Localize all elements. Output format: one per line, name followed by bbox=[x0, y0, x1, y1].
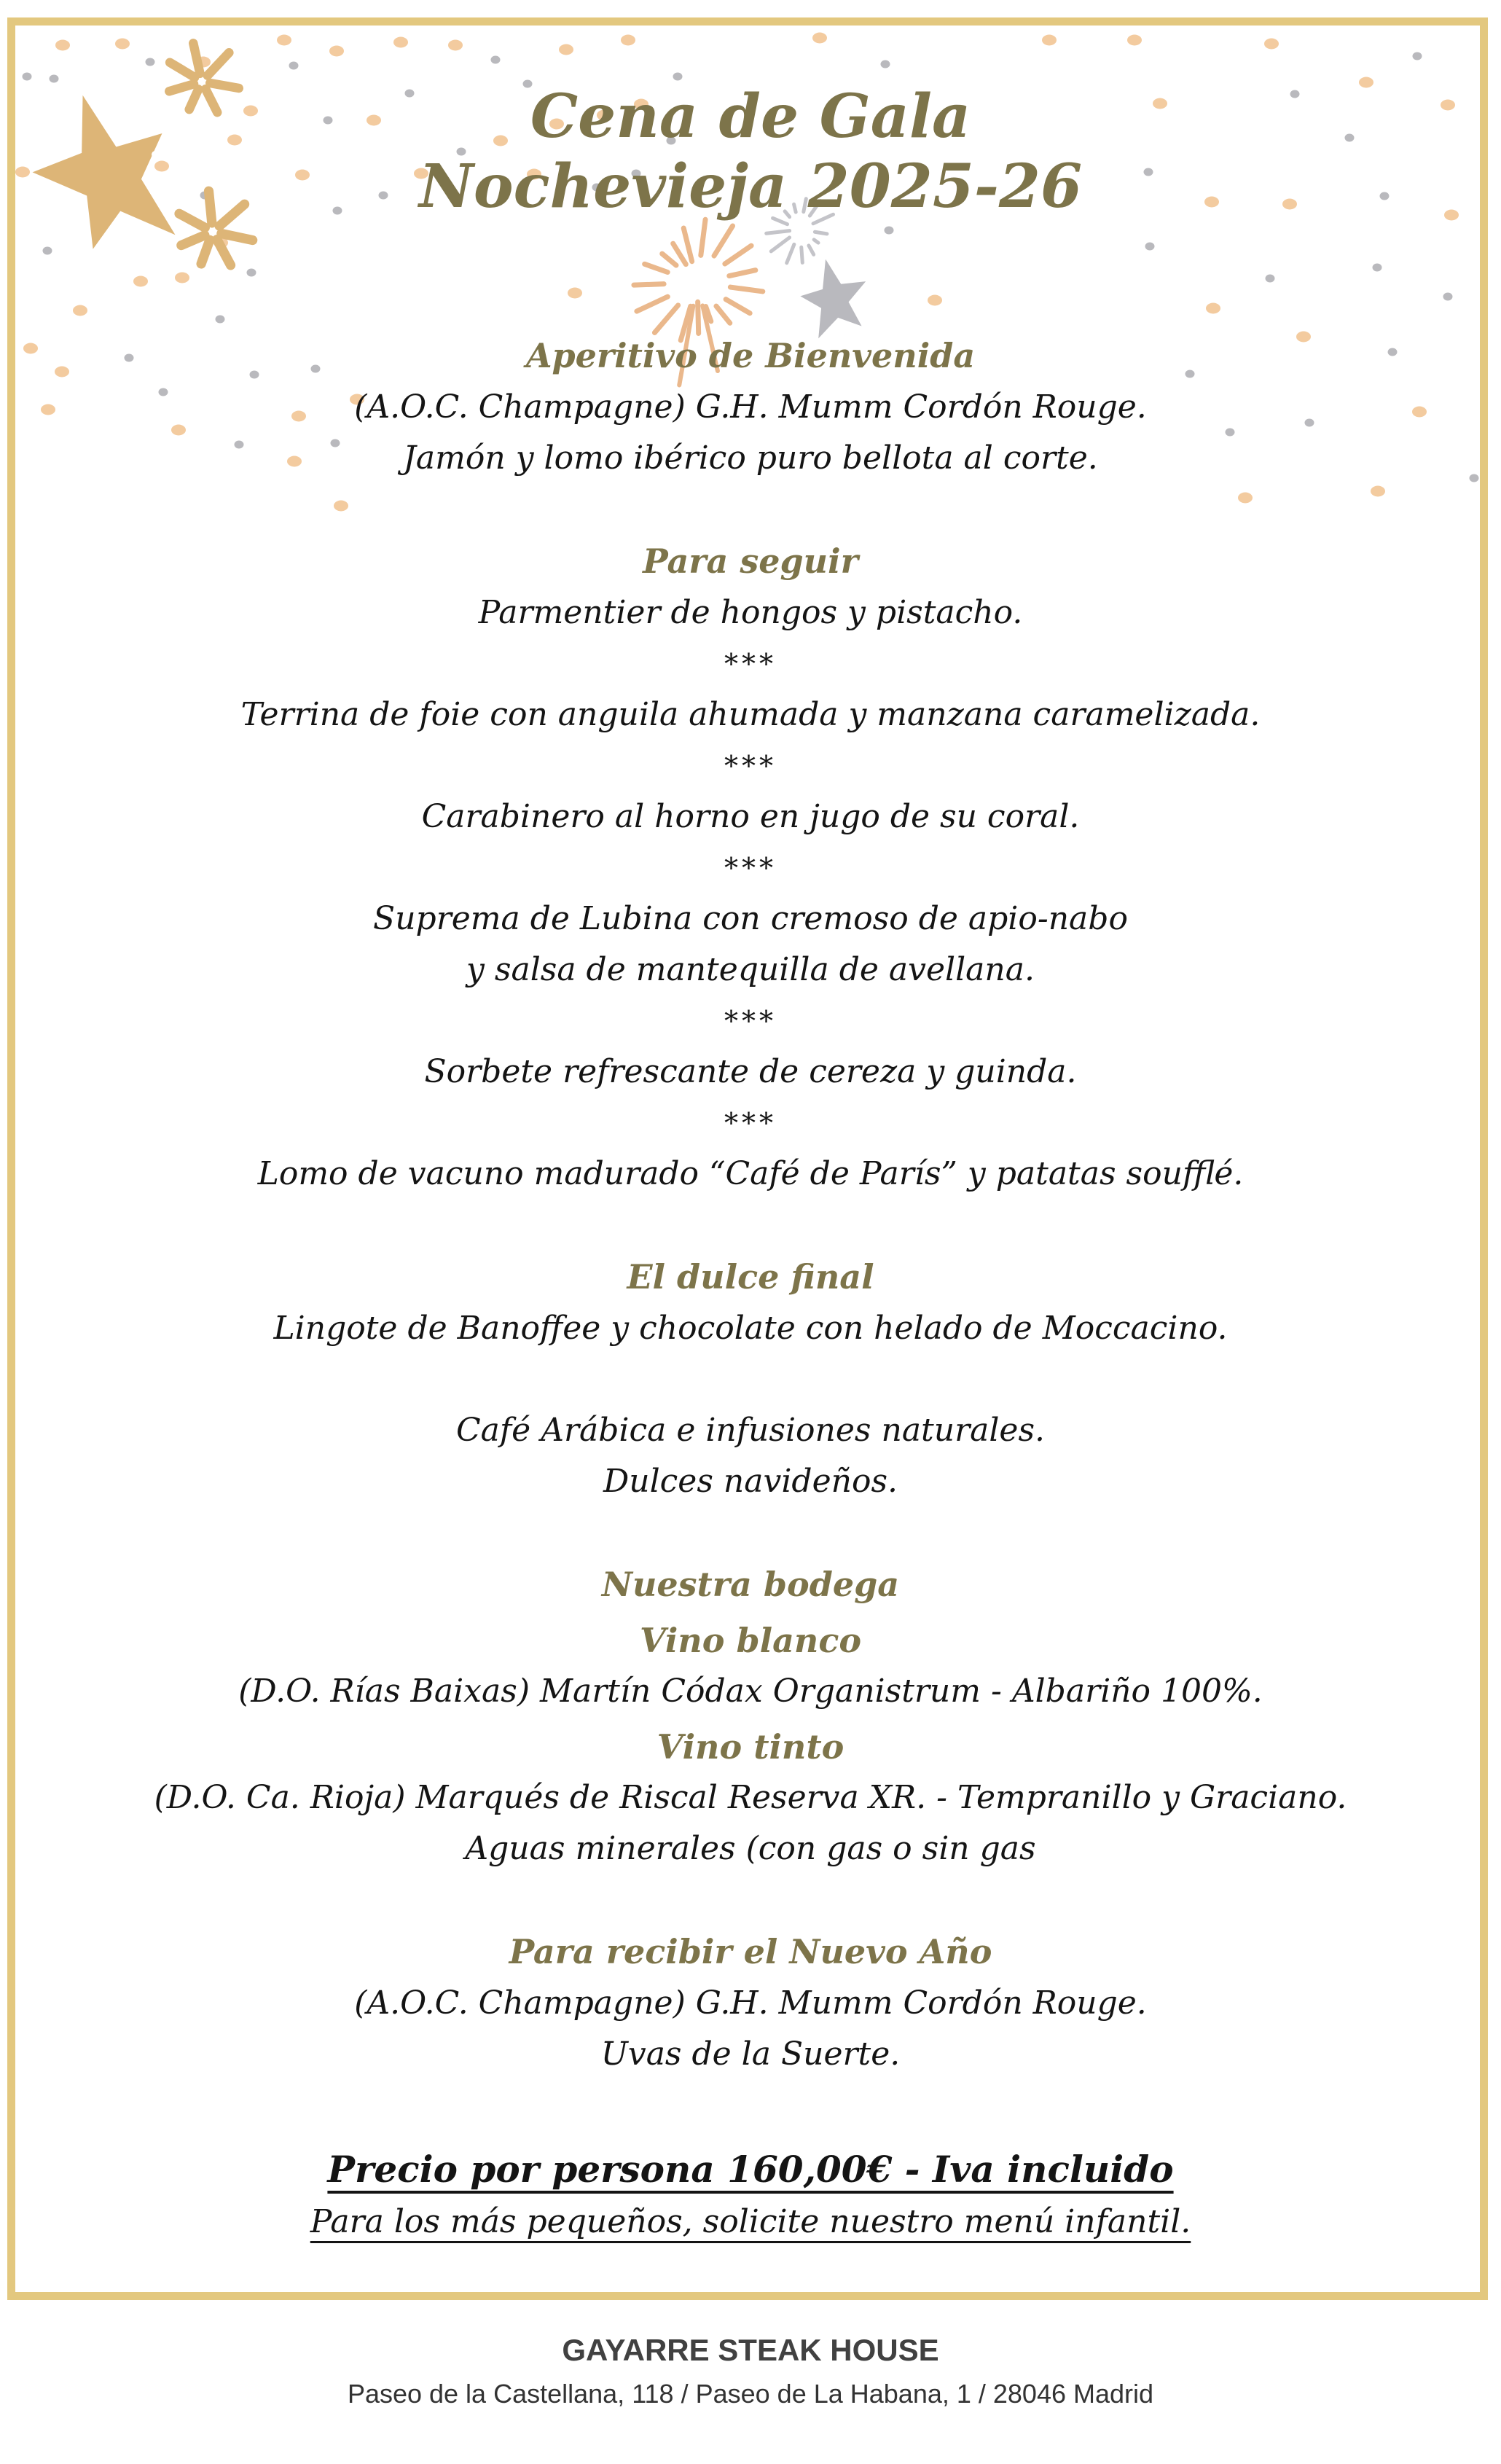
peach-firework bbox=[729, 270, 756, 276]
peach-firework bbox=[701, 219, 705, 255]
gray-dot bbox=[881, 60, 890, 69]
restaurant-name: GAYARRE STEAK HOUSE bbox=[562, 2333, 939, 2367]
menu-section bbox=[0, 535, 1501, 1200]
gray-dot bbox=[146, 58, 155, 66]
peach-dot bbox=[393, 37, 408, 48]
course-separator: *** bbox=[724, 1107, 777, 1139]
menu-title bbox=[0, 82, 1501, 222]
peach-firework bbox=[637, 297, 667, 311]
restaurant-footer bbox=[0, 2330, 1501, 2417]
peach-firework bbox=[725, 246, 751, 264]
peach-firework bbox=[726, 300, 750, 313]
wine-subheading: Vino blanco bbox=[639, 1621, 862, 1660]
silver-firework bbox=[809, 246, 814, 254]
silver-firework bbox=[802, 247, 803, 262]
peach-dot bbox=[448, 40, 463, 51]
menu-item: Carabinero al horno en jugo de su coral. bbox=[421, 798, 1080, 835]
peach-dot bbox=[559, 44, 573, 55]
peach-firework bbox=[716, 306, 730, 323]
peach-dot bbox=[115, 39, 130, 50]
sparkle-top bbox=[208, 52, 230, 75]
sparkle-bottom bbox=[222, 234, 253, 240]
wine-subheading: Vino tinto bbox=[657, 1727, 844, 1767]
menu-section bbox=[0, 1558, 1501, 1874]
peach-firework bbox=[683, 228, 691, 262]
menu-item: Lomo de vacuno madurado “Café de París” y patatas soufflé. bbox=[257, 1155, 1244, 1192]
title-line-2: Nochevieja 2025-26 bbox=[418, 152, 1083, 222]
gray-dot bbox=[23, 73, 32, 81]
peach-dot bbox=[1127, 35, 1142, 46]
menu-section bbox=[0, 1925, 1501, 2080]
gray-dot bbox=[289, 62, 299, 70]
peach-dot bbox=[133, 276, 148, 287]
menu-item: Jamón y lomo ibérico puro bellota al corte. bbox=[403, 439, 1098, 477]
gray-dot bbox=[1373, 264, 1382, 272]
title-line-1: Cena de Gala bbox=[530, 82, 971, 152]
silver-firework bbox=[767, 231, 790, 234]
gray-dot bbox=[247, 269, 256, 277]
menu-item: Sorbete refrescante de cereza y guinda. bbox=[424, 1053, 1077, 1090]
menu-section bbox=[0, 1405, 1501, 1507]
menu-section-heading: Aperitivo de Bienvenida bbox=[525, 336, 976, 375]
kids-menu-note: Para los más pequeños, solicite nuestro menú infantil. bbox=[310, 2203, 1191, 2240]
course-separator: *** bbox=[724, 750, 777, 782]
sparkle-bottom bbox=[181, 235, 205, 246]
silver-firework bbox=[787, 244, 794, 262]
peach-dot bbox=[175, 273, 189, 283]
course-separator: *** bbox=[724, 648, 777, 680]
restaurant-address: Paseo de la Castellana, 118 / Paseo de La Habana, 1 / 28046 Madrid bbox=[347, 2379, 1154, 2409]
menu-section-heading: Para recibir el Nuevo Año bbox=[509, 1932, 992, 1971]
peach-dot bbox=[621, 35, 635, 46]
peach-firework bbox=[730, 287, 762, 292]
peach-dot bbox=[812, 33, 827, 44]
gray-dot bbox=[43, 247, 52, 255]
gray-dot bbox=[1413, 52, 1422, 60]
price-per-person: Precio por persona 160,00€ - Iva incluido bbox=[327, 2148, 1174, 2191]
menu-section-heading: El dulce final bbox=[627, 1257, 874, 1296]
peach-firework bbox=[634, 284, 664, 285]
menu-item: Dulces navideños. bbox=[603, 1463, 898, 1500]
silver-firework bbox=[815, 232, 827, 234]
menu-item: (A.O.C. Champagne) G.H. Mumm Cordón Rouge. bbox=[354, 1984, 1147, 2022]
gray-dot bbox=[885, 227, 894, 235]
menu-section bbox=[0, 329, 1501, 484]
gray-star bbox=[794, 252, 876, 340]
menu-item: (D.O. Ca. Rioja) Marqués de Riscal Reserva XR. - Tempranillo y Graciano. bbox=[154, 1779, 1347, 1816]
peach-dot bbox=[568, 288, 582, 299]
menu-section-heading: Para seguir bbox=[643, 541, 858, 581]
sparkle-top bbox=[170, 63, 195, 77]
menu-body bbox=[0, 329, 1501, 2248]
peach-dot bbox=[329, 46, 344, 57]
menu-item: y salsa de mantequilla de avellana. bbox=[466, 951, 1035, 988]
peach-firework bbox=[645, 264, 668, 272]
peach-firework bbox=[654, 305, 678, 333]
gray-dot bbox=[1145, 243, 1155, 251]
sparkle-bottom bbox=[217, 240, 231, 265]
peach-firework bbox=[662, 254, 676, 265]
menu-item: (A.O.C. Champagne) G.H. Mumm Cordón Rouge. bbox=[354, 388, 1147, 426]
menu-item: Terrina de foie con anguila ahumada y manzana caramelizada. bbox=[240, 696, 1261, 733]
menu-item: Uvas de la Suerte. bbox=[600, 2035, 901, 2073]
gray-dot bbox=[673, 73, 683, 81]
silver-firework bbox=[814, 240, 818, 243]
peach-dot bbox=[73, 305, 87, 316]
menu-item: Aguas minerales (con gas o sin gas bbox=[465, 1830, 1036, 1867]
menu-section bbox=[0, 1251, 1501, 1354]
sparkle-top bbox=[193, 43, 200, 73]
course-separator: *** bbox=[724, 1005, 777, 1037]
gray-dot bbox=[1443, 293, 1453, 301]
peach-dot bbox=[1206, 303, 1220, 314]
star-speckle bbox=[119, 221, 126, 228]
peach-dot bbox=[55, 40, 70, 51]
menu-section-heading: Nuestra bodega bbox=[601, 1565, 900, 1604]
peach-dot bbox=[1264, 39, 1279, 50]
peach-firework bbox=[698, 302, 699, 333]
course-separator: *** bbox=[724, 852, 777, 884]
menu-item: (D.O. Rías Baixas) Martín Códax Organistrum - Albariño 100%. bbox=[238, 1673, 1263, 1710]
menu-item: Parmentier de hongos y pistacho. bbox=[478, 594, 1023, 631]
gray-dot bbox=[491, 56, 501, 64]
gray-dot bbox=[216, 316, 225, 324]
pricing-block bbox=[0, 2143, 1501, 2248]
peach-dot bbox=[928, 295, 942, 306]
peach-firework bbox=[714, 226, 733, 256]
menu-item: Lingote de Banoffee y chocolate con helado de Moccacino. bbox=[273, 1310, 1228, 1347]
peach-dot bbox=[1042, 35, 1057, 46]
menu-item: Suprema de Lubina con cremoso de apio-nabo bbox=[373, 900, 1128, 937]
peach-dot bbox=[277, 35, 291, 46]
gray-dot bbox=[1266, 275, 1275, 283]
silver-firework bbox=[771, 238, 789, 251]
menu-item: Café Arábica e infusiones naturales. bbox=[455, 1412, 1046, 1449]
sparkle-bottom bbox=[201, 240, 210, 264]
